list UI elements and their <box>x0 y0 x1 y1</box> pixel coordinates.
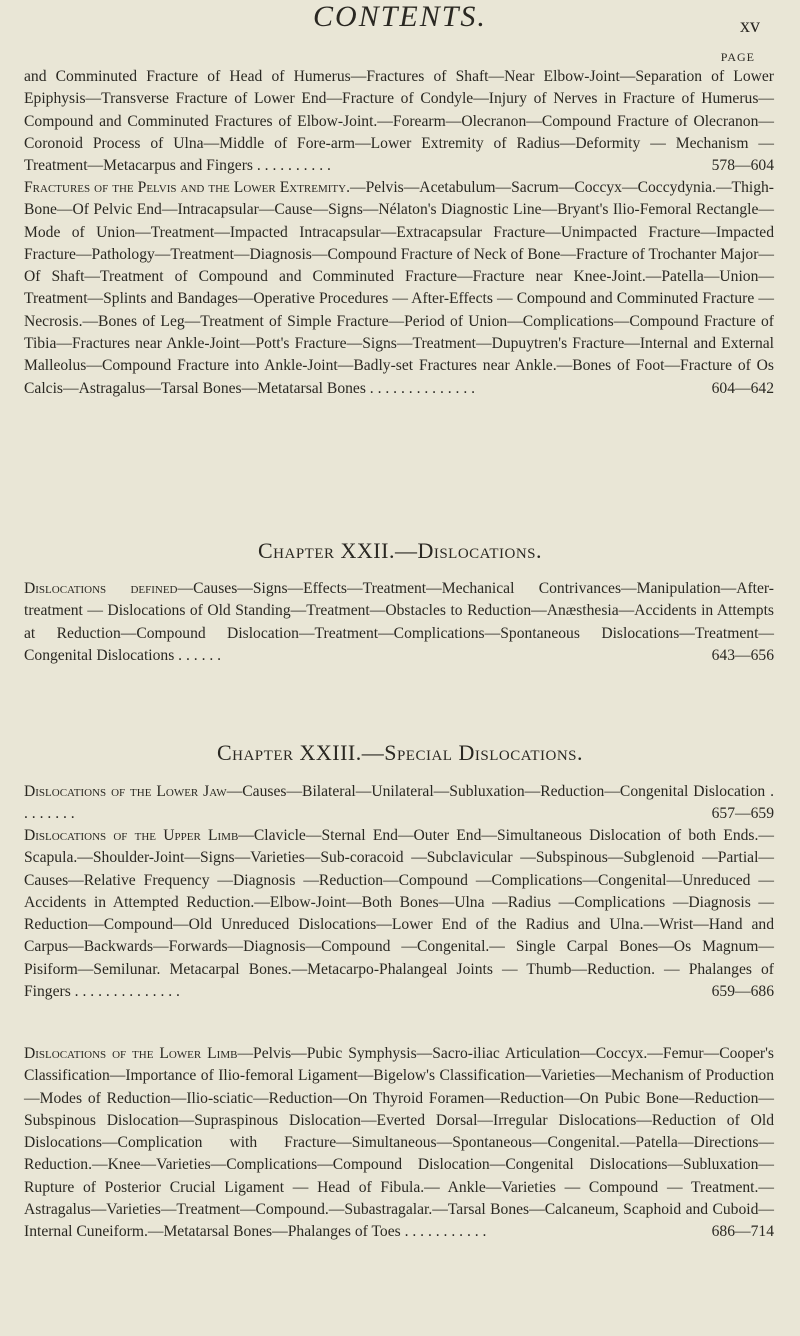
entry-text: —Pelvis—Acetabulum—Sacrum—Coccyx—Coccydynia.—Thigh-Bone—Of Pelvic End—Intracapsular—Cause—Signs—Nélaton's Diagnostic Line—Bryant's Ilio-Femoral Rectangle—Mode of Union—Treatment—Impacted Intracapsular—Extracapsular Fracture—Unimpacted Fracture—Impacted Fracture—Pathology—Treatment—Diagnosis—Compound Fracture of Neck of Bone—Fracture of Trochanter Major—Of Shaft—Treatment of Compound and Comminuted Fracture—Fracture near Knee-Joint.—Patella—Union—Treatment—Splints and Bandages—Operative Procedures — After-Effects — Compound and Comminuted Fracture — Necrosis.—Bones of Leg—Treatment of Simple Fracture—Period of Union—Complications—Compound Fracture of Tibia—Fractures near Ankle-Joint—Pott's Fracture—Signs—Treatment—Dupuytren's Fracture—Internal and External Malleolus—Compound Fracture into Ankle-Joint—Badly-set Fractures near Ankle.—Bones of Foot—Fracture of Os Calcis—Astragalus—Tarsal Bones—Metatarsal Bones . . . . . . . . . . . . . . <box>24 179 774 397</box>
entry-text: —Causes—Bilateral—Unilateral—Subluxation—Reduction—Congenital Dislocation . . . . . . . . <box>24 783 774 823</box>
entry-text: —Pelvis—Pubic Symphysis—Sacro-iliac Articulation—Coccyx.—Femur—Cooper's Classification—Importance of Ilio-femoral Ligament—Bigelow's Classification—Varieties—Mechanism of Production—Modes of Reduction—Ilio-sciatic—Reduction—On Thyroid Foramen—Reduction—On Pubic Bone—Reduction—Subspinous Dislocation—Supraspinous Dislocation—Everted Dorsal—Irregular Dislocations—Reduction of Old Dislocations—Complication with Fracture—Simultaneous—Spontaneous—Congenital.—Patella—Directions—Reduction.—Knee—Varieties—Complications—Compound Dislocation—Congenital Dislocations—Subluxation—Rupture of Posterior Crucial Ligament — Head of Fibula.— Ankle—Varieties — Compound — Treatment.—Astragalus—Varieties—Treatment—Compound.—Subastragalar.—Tarsal Bones—Calcaneum, Scaphoid and Cuboid—Internal Cuneiform.—Metatarsal Bones—Phalanges of Toes . . . . . . . . . . . <box>24 1045 774 1241</box>
entry-lead: Dislocations of the Lower Limb <box>24 1045 238 1062</box>
entry-lead: Dislocations of the Lower Jaw <box>24 783 227 800</box>
toc-entry-dislocations <box>24 578 774 667</box>
entry-text: —Clavicle—Sternal End—Outer End—Simultaneous Dislocation of both Ends.—Scapula.—Shoulder-Joint—Signs—Varieties—Sub-coracoid —Subclavicular —Subspinous—Subglenoid —Partial—Causes—Relative Frequency —Diagnosis —Reduction—Compound —Complications—Congenital—Unreduced —Accidents in Attempted Reduction.—Elbow-Joint—Both Bones—Ulna —Radius —Complications —Diagnosis —Reduction—Compound—Old Unreduced Dislocations—Lower End of the Radius and Ulna.—Wrist—Hand and Carpus—Backwards—Forwards—Diagnosis—Compound —Congenital.— Single Carpal Bones—Os Magnum—Pisiform—Semilunar. Metacarpal Bones.—Metacarpo-Phalangeal Joints — Thumb—Reduction. — Phalanges of Fingers . . . . . . . . . . . . . . <box>24 827 774 1001</box>
toc-entry-upper-limb <box>24 825 774 1003</box>
page-range: 657—659 <box>711 805 774 823</box>
entry-lead: Fractures of the Pelvis and the Lower Extremity. <box>24 179 350 196</box>
toc-entry-humerus <box>24 66 774 177</box>
entry-lead: Dislocations defined <box>24 580 178 597</box>
toc-entry-lower-jaw <box>24 781 774 826</box>
chapter-heading: Chapter XXIII.—Special Dislocations. <box>216 740 584 765</box>
page-range: 578—604 <box>711 157 774 175</box>
page-range: 604—642 <box>711 379 774 397</box>
page-header <box>0 0 800 37</box>
entry-text: and Comminuted Fracture of Head of Humerus—Fractures of Shaft—Near Elbow-Joint—Separation of Lower Epiphysis—Transverse Fracture of Lower End—Fracture of Condyle—Injury of Nerves in Fracture of Humerus—Compound and Comminuted Fractures of Elbow-Joint.—Forearm—Olecranon—Compound Fracture of Olecranon—Coronoid Process of Ulna—Middle of Fore-arm—Lower Extremity of Radius—Deformity — Mechanism — Treatment—Metacarpus and Fingers . . . . . . . . . . <box>24 68 774 175</box>
page-range: 686—714 <box>711 1223 774 1241</box>
page-range: 659—686 <box>711 983 774 1001</box>
chapter-heading: Chapter XXII.—Dislocations. <box>258 538 542 563</box>
page-column-label: PAGE <box>720 50 755 64</box>
entry-lead: Dislocations of the Upper Limb <box>24 827 239 844</box>
toc-entry-lower-limb <box>24 1043 774 1244</box>
entry-text: —Causes—Signs—Effects—Treatment—Mechanical Contrivances—Manipulation—After-treatment — Dislocations of Old Standing—Treatment—Obstacles to Reduction—Anæsthesia—Accidents in Attempts at Reduction—Compound Dislocation—Treatment—Complications—Spontaneous Dislocations—Treatment—Congenital Dislocations . . . . . . <box>24 580 774 664</box>
page-range: 643—656 <box>711 646 774 664</box>
page-number: xv <box>740 15 760 37</box>
toc-entry-pelvis <box>24 177 774 400</box>
running-title: CONTENTS. <box>313 0 487 33</box>
